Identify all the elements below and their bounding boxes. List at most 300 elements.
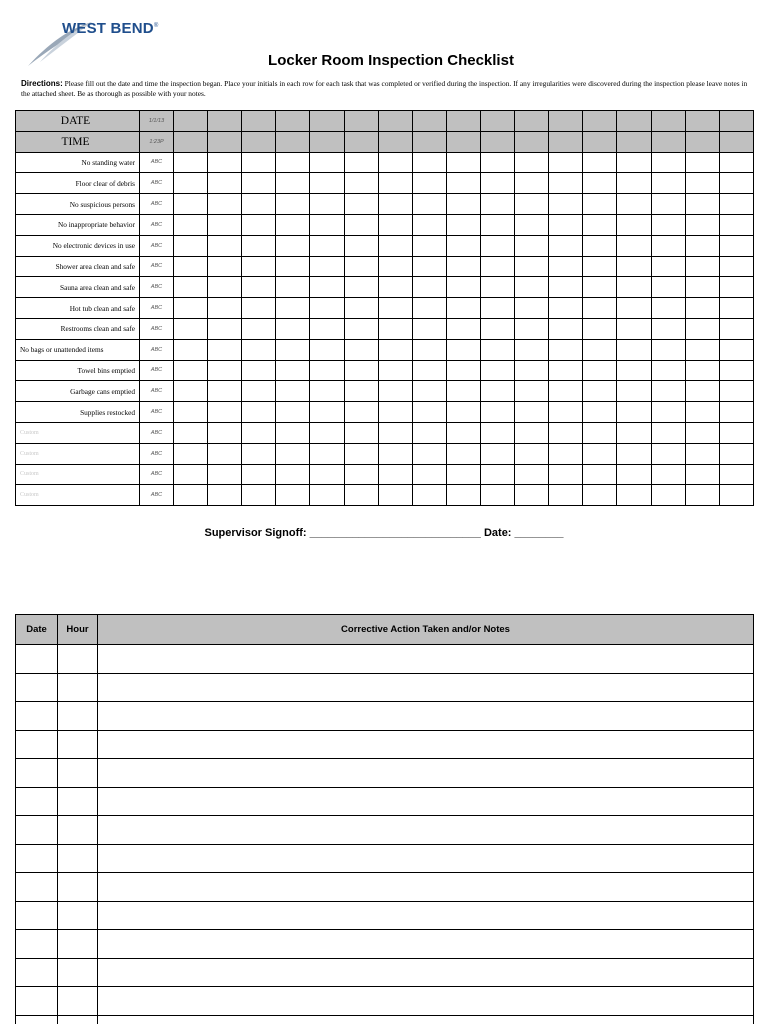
- initials-cell[interactable]: [480, 402, 514, 423]
- notes-hour-cell[interactable]: [58, 873, 98, 902]
- initials-cell[interactable]: [378, 152, 412, 173]
- initials-cell[interactable]: [685, 485, 719, 506]
- initials-cell[interactable]: [242, 298, 276, 319]
- initials-cell[interactable]: [719, 339, 753, 360]
- initials-cell[interactable]: [276, 402, 310, 423]
- initials-cell[interactable]: [174, 318, 208, 339]
- initials-cell[interactable]: [242, 464, 276, 485]
- initials-cell[interactable]: [310, 235, 344, 256]
- initials-cell[interactable]: [344, 298, 378, 319]
- initials-cell[interactable]: [719, 214, 753, 235]
- initials-cell[interactable]: [276, 235, 310, 256]
- initials-cell[interactable]: [651, 152, 685, 173]
- initials-cell[interactable]: [174, 381, 208, 402]
- initials-cell[interactable]: [651, 214, 685, 235]
- initials-cell[interactable]: [174, 256, 208, 277]
- initials-cell[interactable]: [480, 194, 514, 215]
- initials-cell[interactable]: [719, 422, 753, 443]
- initials-cell[interactable]: [344, 339, 378, 360]
- initials-cell[interactable]: [583, 402, 617, 423]
- initials-cell[interactable]: [549, 443, 583, 464]
- initials-cell[interactable]: [685, 235, 719, 256]
- initials-cell[interactable]: [276, 256, 310, 277]
- initials-cell[interactable]: [344, 131, 378, 152]
- initials-cell[interactable]: [412, 402, 446, 423]
- initials-cell[interactable]: [515, 111, 549, 132]
- initials-cell[interactable]: [310, 402, 344, 423]
- initials-cell[interactable]: [378, 235, 412, 256]
- initials-cell[interactable]: [480, 485, 514, 506]
- initials-cell[interactable]: [378, 485, 412, 506]
- initials-cell[interactable]: [276, 485, 310, 506]
- initials-cell[interactable]: [276, 443, 310, 464]
- initials-cell[interactable]: [446, 443, 480, 464]
- notes-hour-cell[interactable]: [58, 645, 98, 674]
- initials-cell[interactable]: [174, 443, 208, 464]
- initials-cell[interactable]: [719, 360, 753, 381]
- notes-date-cell[interactable]: [16, 759, 58, 788]
- initials-cell[interactable]: [583, 339, 617, 360]
- initials-cell[interactable]: [174, 485, 208, 506]
- initials-cell[interactable]: [174, 235, 208, 256]
- initials-cell[interactable]: [412, 152, 446, 173]
- initials-cell[interactable]: [719, 318, 753, 339]
- initials-cell[interactable]: [378, 443, 412, 464]
- initials-cell[interactable]: [310, 194, 344, 215]
- initials-cell[interactable]: [549, 485, 583, 506]
- initials-cell[interactable]: [583, 443, 617, 464]
- initials-cell[interactable]: [651, 173, 685, 194]
- initials-cell[interactable]: [651, 111, 685, 132]
- initials-cell[interactable]: [276, 298, 310, 319]
- initials-cell[interactable]: [549, 277, 583, 298]
- initials-cell[interactable]: [685, 381, 719, 402]
- initials-cell[interactable]: [378, 402, 412, 423]
- notes-date-cell[interactable]: [16, 958, 58, 987]
- initials-cell[interactable]: [549, 298, 583, 319]
- initials-cell[interactable]: [515, 235, 549, 256]
- initials-cell[interactable]: [617, 194, 651, 215]
- notes-date-cell[interactable]: [16, 730, 58, 759]
- initials-cell[interactable]: [174, 339, 208, 360]
- initials-cell[interactable]: [344, 318, 378, 339]
- initials-cell[interactable]: [480, 214, 514, 235]
- initials-cell[interactable]: [617, 318, 651, 339]
- notes-text-cell[interactable]: [98, 645, 754, 674]
- initials-cell[interactable]: [515, 381, 549, 402]
- initials-cell[interactable]: [208, 235, 242, 256]
- initials-cell[interactable]: [515, 464, 549, 485]
- initials-cell[interactable]: [685, 194, 719, 215]
- initials-cell[interactable]: [685, 339, 719, 360]
- initials-cell[interactable]: [242, 402, 276, 423]
- initials-cell[interactable]: [208, 152, 242, 173]
- initials-cell[interactable]: [412, 339, 446, 360]
- initials-cell[interactable]: [549, 214, 583, 235]
- initials-cell[interactable]: [242, 277, 276, 298]
- initials-cell[interactable]: [412, 111, 446, 132]
- initials-cell[interactable]: [617, 464, 651, 485]
- initials-cell[interactable]: [617, 402, 651, 423]
- initials-cell[interactable]: [446, 339, 480, 360]
- initials-cell[interactable]: [651, 194, 685, 215]
- initials-cell[interactable]: [310, 464, 344, 485]
- notes-text-cell[interactable]: [98, 901, 754, 930]
- initials-cell[interactable]: [685, 443, 719, 464]
- initials-cell[interactable]: [515, 298, 549, 319]
- initials-cell[interactable]: [446, 298, 480, 319]
- notes-date-cell[interactable]: [16, 930, 58, 959]
- initials-cell[interactable]: [549, 318, 583, 339]
- initials-cell[interactable]: [276, 214, 310, 235]
- initials-cell[interactable]: [242, 381, 276, 402]
- notes-date-cell[interactable]: [16, 844, 58, 873]
- initials-cell[interactable]: [480, 256, 514, 277]
- initials-cell[interactable]: [583, 152, 617, 173]
- notes-hour-cell[interactable]: [58, 702, 98, 731]
- notes-text-cell[interactable]: [98, 873, 754, 902]
- initials-cell[interactable]: [208, 194, 242, 215]
- initials-cell[interactable]: [310, 111, 344, 132]
- initials-cell[interactable]: [617, 173, 651, 194]
- initials-cell[interactable]: [549, 173, 583, 194]
- notes-date-cell[interactable]: [16, 673, 58, 702]
- initials-cell[interactable]: [480, 235, 514, 256]
- initials-cell[interactable]: [412, 381, 446, 402]
- initials-cell[interactable]: [310, 277, 344, 298]
- initials-cell[interactable]: [515, 256, 549, 277]
- initials-cell[interactable]: [583, 214, 617, 235]
- initials-cell[interactable]: [549, 402, 583, 423]
- initials-cell[interactable]: [344, 111, 378, 132]
- initials-cell[interactable]: [242, 256, 276, 277]
- initials-cell[interactable]: [242, 360, 276, 381]
- initials-cell[interactable]: [344, 214, 378, 235]
- notes-date-cell[interactable]: [16, 816, 58, 845]
- initials-cell[interactable]: [276, 360, 310, 381]
- initials-cell[interactable]: [208, 443, 242, 464]
- initials-cell[interactable]: [412, 485, 446, 506]
- initials-cell[interactable]: [276, 131, 310, 152]
- initials-cell[interactable]: [515, 131, 549, 152]
- initials-cell[interactable]: [446, 318, 480, 339]
- initials-cell[interactable]: [651, 422, 685, 443]
- initials-cell[interactable]: [310, 422, 344, 443]
- initials-cell[interactable]: [412, 256, 446, 277]
- initials-cell[interactable]: [515, 152, 549, 173]
- initials-cell[interactable]: [617, 152, 651, 173]
- initials-cell[interactable]: [276, 339, 310, 360]
- initials-cell[interactable]: [412, 360, 446, 381]
- initials-cell[interactable]: [583, 173, 617, 194]
- initials-cell[interactable]: [276, 318, 310, 339]
- initials-cell[interactable]: [412, 235, 446, 256]
- initials-cell[interactable]: [310, 339, 344, 360]
- initials-cell[interactable]: [685, 318, 719, 339]
- initials-cell[interactable]: [378, 131, 412, 152]
- initials-cell[interactable]: [549, 194, 583, 215]
- initials-cell[interactable]: [515, 277, 549, 298]
- initials-cell[interactable]: [651, 443, 685, 464]
- initials-cell[interactable]: [174, 422, 208, 443]
- initials-cell[interactable]: [344, 277, 378, 298]
- initials-cell[interactable]: [549, 339, 583, 360]
- initials-cell[interactable]: [651, 235, 685, 256]
- initials-cell[interactable]: [515, 339, 549, 360]
- initials-cell[interactable]: [242, 152, 276, 173]
- initials-cell[interactable]: [583, 131, 617, 152]
- initials-cell[interactable]: [208, 256, 242, 277]
- initials-cell[interactable]: [208, 318, 242, 339]
- initials-cell[interactable]: [208, 339, 242, 360]
- initials-cell[interactable]: [242, 235, 276, 256]
- initials-cell[interactable]: [651, 485, 685, 506]
- initials-cell[interactable]: [276, 111, 310, 132]
- initials-cell[interactable]: [515, 422, 549, 443]
- initials-cell[interactable]: [344, 381, 378, 402]
- initials-cell[interactable]: [685, 360, 719, 381]
- notes-hour-cell[interactable]: [58, 673, 98, 702]
- initials-cell[interactable]: [549, 360, 583, 381]
- initials-cell[interactable]: [310, 173, 344, 194]
- initials-cell[interactable]: [378, 360, 412, 381]
- initials-cell[interactable]: [208, 111, 242, 132]
- initials-cell[interactable]: [378, 256, 412, 277]
- initials-cell[interactable]: [446, 235, 480, 256]
- initials-cell[interactable]: [583, 235, 617, 256]
- initials-cell[interactable]: [242, 194, 276, 215]
- initials-cell[interactable]: [378, 173, 412, 194]
- initials-cell[interactable]: [583, 381, 617, 402]
- initials-cell[interactable]: [685, 298, 719, 319]
- notes-hour-cell[interactable]: [58, 930, 98, 959]
- initials-cell[interactable]: [617, 131, 651, 152]
- initials-cell[interactable]: [242, 485, 276, 506]
- initials-cell[interactable]: [583, 194, 617, 215]
- initials-cell[interactable]: [446, 464, 480, 485]
- initials-cell[interactable]: [719, 402, 753, 423]
- notes-hour-cell[interactable]: [58, 730, 98, 759]
- initials-cell[interactable]: [719, 111, 753, 132]
- initials-cell[interactable]: [378, 422, 412, 443]
- notes-text-cell[interactable]: [98, 759, 754, 788]
- initials-cell[interactable]: [651, 339, 685, 360]
- notes-text-cell[interactable]: [98, 987, 754, 1016]
- initials-cell[interactable]: [378, 298, 412, 319]
- initials-cell[interactable]: [719, 443, 753, 464]
- initials-cell[interactable]: [242, 443, 276, 464]
- initials-cell[interactable]: [583, 360, 617, 381]
- initials-cell[interactable]: [685, 111, 719, 132]
- initials-cell[interactable]: [515, 173, 549, 194]
- initials-cell[interactable]: [378, 194, 412, 215]
- initials-cell[interactable]: [685, 214, 719, 235]
- initials-cell[interactable]: [480, 464, 514, 485]
- initials-cell[interactable]: [310, 131, 344, 152]
- initials-cell[interactable]: [242, 131, 276, 152]
- initials-cell[interactable]: [651, 318, 685, 339]
- initials-cell[interactable]: [276, 422, 310, 443]
- initials-cell[interactable]: [310, 318, 344, 339]
- initials-cell[interactable]: [310, 152, 344, 173]
- initials-cell[interactable]: [617, 443, 651, 464]
- supervisor-signoff-line[interactable]: Supervisor Signoff: ____________________________ Date: ________: [204, 527, 564, 539]
- initials-cell[interactable]: [651, 131, 685, 152]
- initials-cell[interactable]: [651, 464, 685, 485]
- initials-cell[interactable]: [242, 318, 276, 339]
- initials-cell[interactable]: [412, 298, 446, 319]
- notes-hour-cell[interactable]: [58, 958, 98, 987]
- initials-cell[interactable]: [242, 173, 276, 194]
- initials-cell[interactable]: [583, 422, 617, 443]
- initials-cell[interactable]: [208, 277, 242, 298]
- initials-cell[interactable]: [480, 111, 514, 132]
- initials-cell[interactable]: [276, 194, 310, 215]
- initials-cell[interactable]: [412, 131, 446, 152]
- notes-text-cell[interactable]: [98, 844, 754, 873]
- initials-cell[interactable]: [685, 464, 719, 485]
- initials-cell[interactable]: [446, 194, 480, 215]
- initials-cell[interactable]: [174, 214, 208, 235]
- initials-cell[interactable]: [583, 277, 617, 298]
- initials-cell[interactable]: [344, 235, 378, 256]
- initials-cell[interactable]: [617, 339, 651, 360]
- initials-cell[interactable]: [174, 111, 208, 132]
- initials-cell[interactable]: [174, 131, 208, 152]
- initials-cell[interactable]: [242, 422, 276, 443]
- initials-cell[interactable]: [480, 152, 514, 173]
- initials-cell[interactable]: [276, 152, 310, 173]
- initials-cell[interactable]: [378, 214, 412, 235]
- notes-hour-cell[interactable]: [58, 816, 98, 845]
- initials-cell[interactable]: [685, 277, 719, 298]
- notes-hour-cell[interactable]: [58, 1015, 98, 1024]
- initials-cell[interactable]: [719, 152, 753, 173]
- initials-cell[interactable]: [412, 443, 446, 464]
- initials-cell[interactable]: [310, 256, 344, 277]
- initials-cell[interactable]: [719, 256, 753, 277]
- initials-cell[interactable]: [719, 235, 753, 256]
- initials-cell[interactable]: [719, 381, 753, 402]
- initials-cell[interactable]: [412, 214, 446, 235]
- notes-text-cell[interactable]: [98, 958, 754, 987]
- initials-cell[interactable]: [480, 131, 514, 152]
- initials-cell[interactable]: [412, 464, 446, 485]
- notes-hour-cell[interactable]: [58, 901, 98, 930]
- initials-cell[interactable]: [174, 194, 208, 215]
- notes-date-cell[interactable]: [16, 987, 58, 1016]
- notes-date-cell[interactable]: [16, 1015, 58, 1024]
- initials-cell[interactable]: [344, 194, 378, 215]
- initials-cell[interactable]: [515, 360, 549, 381]
- initials-cell[interactable]: [515, 443, 549, 464]
- initials-cell[interactable]: [446, 360, 480, 381]
- initials-cell[interactable]: [208, 214, 242, 235]
- initials-cell[interactable]: [685, 256, 719, 277]
- initials-cell[interactable]: [276, 464, 310, 485]
- initials-cell[interactable]: [617, 360, 651, 381]
- notes-date-cell[interactable]: [16, 873, 58, 902]
- notes-date-cell[interactable]: [16, 702, 58, 731]
- initials-cell[interactable]: [242, 111, 276, 132]
- initials-cell[interactable]: [480, 381, 514, 402]
- initials-cell[interactable]: [480, 443, 514, 464]
- initials-cell[interactable]: [651, 256, 685, 277]
- initials-cell[interactable]: [617, 214, 651, 235]
- initials-cell[interactable]: [480, 173, 514, 194]
- initials-cell[interactable]: [446, 485, 480, 506]
- initials-cell[interactable]: [617, 235, 651, 256]
- initials-cell[interactable]: [446, 256, 480, 277]
- notes-hour-cell[interactable]: [58, 787, 98, 816]
- initials-cell[interactable]: [446, 214, 480, 235]
- initials-cell[interactable]: [480, 298, 514, 319]
- initials-cell[interactable]: [685, 131, 719, 152]
- initials-cell[interactable]: [583, 318, 617, 339]
- notes-text-cell[interactable]: [98, 673, 754, 702]
- initials-cell[interactable]: [480, 339, 514, 360]
- initials-cell[interactable]: [651, 360, 685, 381]
- notes-hour-cell[interactable]: [58, 844, 98, 873]
- initials-cell[interactable]: [685, 173, 719, 194]
- initials-cell[interactable]: [208, 360, 242, 381]
- initials-cell[interactable]: [344, 152, 378, 173]
- initials-cell[interactable]: [242, 339, 276, 360]
- initials-cell[interactable]: [719, 485, 753, 506]
- initials-cell[interactable]: [174, 402, 208, 423]
- initials-cell[interactable]: [583, 256, 617, 277]
- initials-cell[interactable]: [344, 443, 378, 464]
- initials-cell[interactable]: [719, 194, 753, 215]
- initials-cell[interactable]: [412, 422, 446, 443]
- notes-text-cell[interactable]: [98, 787, 754, 816]
- initials-cell[interactable]: [310, 485, 344, 506]
- initials-cell[interactable]: [310, 214, 344, 235]
- initials-cell[interactable]: [310, 443, 344, 464]
- initials-cell[interactable]: [174, 298, 208, 319]
- initials-cell[interactable]: [719, 173, 753, 194]
- initials-cell[interactable]: [344, 173, 378, 194]
- initials-cell[interactable]: [208, 464, 242, 485]
- notes-date-cell[interactable]: [16, 787, 58, 816]
- initials-cell[interactable]: [515, 318, 549, 339]
- initials-cell[interactable]: [617, 422, 651, 443]
- initials-cell[interactable]: [344, 256, 378, 277]
- initials-cell[interactable]: [208, 173, 242, 194]
- initials-cell[interactable]: [378, 464, 412, 485]
- initials-cell[interactable]: [651, 298, 685, 319]
- initials-cell[interactable]: [378, 277, 412, 298]
- initials-cell[interactable]: [276, 277, 310, 298]
- initials-cell[interactable]: [480, 318, 514, 339]
- initials-cell[interactable]: [446, 131, 480, 152]
- initials-cell[interactable]: [174, 360, 208, 381]
- initials-cell[interactable]: [617, 298, 651, 319]
- notes-text-cell[interactable]: [98, 1015, 754, 1024]
- initials-cell[interactable]: [378, 318, 412, 339]
- initials-cell[interactable]: [549, 152, 583, 173]
- initials-cell[interactable]: [174, 277, 208, 298]
- initials-cell[interactable]: [515, 194, 549, 215]
- initials-cell[interactable]: [310, 298, 344, 319]
- notes-hour-cell[interactable]: [58, 987, 98, 1016]
- initials-cell[interactable]: [446, 152, 480, 173]
- initials-cell[interactable]: [446, 111, 480, 132]
- initials-cell[interactable]: [208, 298, 242, 319]
- initials-cell[interactable]: [378, 339, 412, 360]
- initials-cell[interactable]: [480, 422, 514, 443]
- initials-cell[interactable]: [208, 402, 242, 423]
